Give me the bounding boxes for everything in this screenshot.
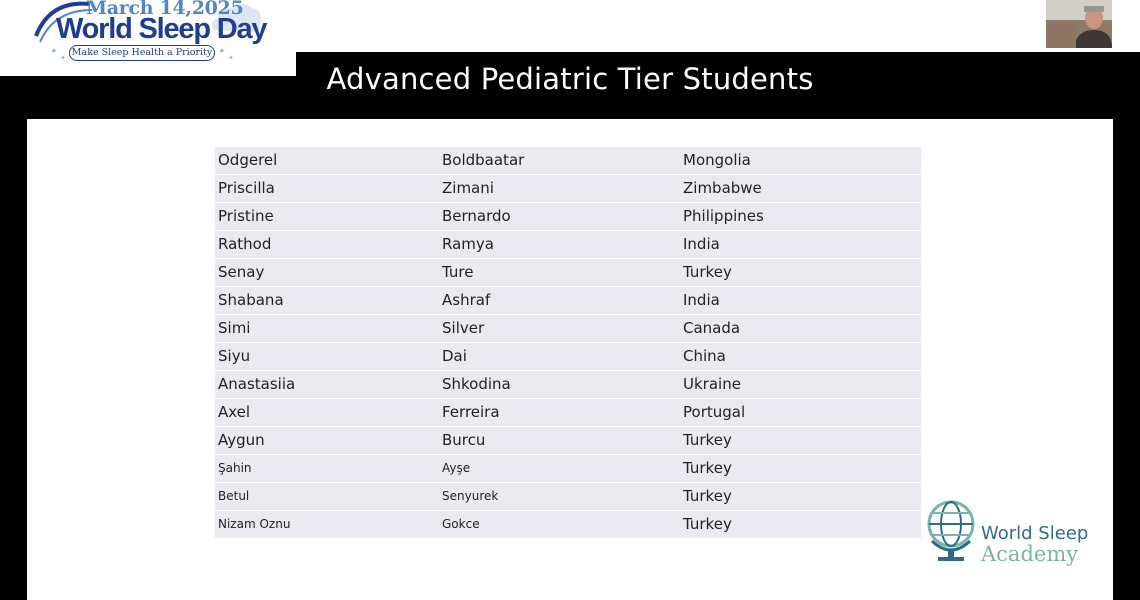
last-name-cell: Bernardo [442, 207, 511, 225]
last-name-cell: Senyurek [442, 489, 499, 503]
first-name-cell: Axel [218, 403, 251, 421]
first-name-cell: Anastasiia [218, 375, 296, 393]
svg-text:✦: ✦ [50, 47, 58, 57]
country-cell: Ukraine [683, 375, 741, 393]
first-name-cell: Nizam Oznu [218, 517, 291, 531]
svg-text:✦: ✦ [228, 54, 234, 62]
last-name-cell: Gokce [442, 517, 480, 531]
first-name-cell: Betul [218, 489, 250, 503]
last-name-cell: Silver [442, 319, 485, 337]
last-name-cell: Ferreira [442, 403, 500, 421]
svg-text:✦: ✦ [218, 47, 226, 57]
country-cell: Canada [683, 319, 741, 337]
last-name-cell: Shkodina [442, 375, 511, 393]
table-row [215, 511, 921, 539]
country-cell: Turkey [683, 431, 732, 449]
first-name-cell: Siyu [218, 347, 251, 365]
academy-line-1: World Sleep [981, 523, 1089, 544]
first-name-cell: Şahin [218, 461, 252, 475]
first-name-cell: Senay [218, 263, 265, 281]
last-name-cell: Ayşe [442, 461, 471, 475]
first-name-cell: Rathod [218, 235, 272, 253]
country-cell: Turkey [683, 459, 732, 477]
table-row [215, 399, 921, 427]
country-cell: Turkey [683, 487, 732, 505]
world-sleep-academy-logo [924, 497, 1104, 567]
country-cell: Turkey [683, 515, 732, 533]
table-row [215, 483, 921, 511]
country-cell: Philippines [683, 207, 764, 225]
table-row [215, 231, 921, 259]
slide-title: Advanced Pediatric Tier Students [326, 62, 814, 96]
first-name-cell: Pristine [218, 207, 274, 225]
country-cell: Portugal [683, 403, 746, 421]
country-cell: India [683, 235, 720, 253]
country-cell: India [683, 291, 720, 309]
svg-text:✦: ✦ [60, 54, 66, 62]
last-name-cell: Dai [442, 347, 467, 365]
first-name-cell: Shabana [218, 291, 284, 309]
stars-decoration-icon [40, 42, 320, 62]
academy-line-2: Academy [981, 542, 1079, 566]
students-table [215, 147, 921, 539]
country-cell: Zimbabwe [683, 179, 762, 197]
table-row [215, 259, 921, 287]
presenter-video-icon [1046, 0, 1112, 48]
table-row [215, 427, 921, 455]
last-name-cell: Zimani [442, 179, 494, 197]
last-name-cell: Ramya [442, 235, 494, 253]
table-row [215, 343, 921, 371]
table-row [215, 203, 921, 231]
globe-icon [924, 497, 978, 563]
first-name-cell: Simi [218, 319, 251, 337]
table-row [215, 371, 921, 399]
academy-name [981, 524, 1088, 564]
last-name-cell: Ashraf [442, 291, 491, 309]
country-cell: Mongolia [683, 151, 751, 169]
first-name-cell: Aygun [218, 431, 265, 449]
first-name-cell: Odgerel [218, 151, 278, 169]
event-title: World Sleep Day [56, 13, 267, 45]
table-row [215, 147, 921, 175]
last-name-cell: Ture [442, 263, 474, 281]
first-name-cell: Priscilla [218, 179, 275, 197]
country-cell: Turkey [683, 263, 732, 281]
country-cell: China [683, 347, 726, 365]
last-name-cell: Burcu [442, 431, 486, 449]
event-tagline: Make Sleep Health a Priority [69, 45, 215, 61]
last-name-cell: Boldbaatar [442, 151, 525, 169]
table-row [215, 455, 921, 483]
table-row [215, 287, 921, 315]
table-row [215, 175, 921, 203]
table-row [215, 315, 921, 343]
event-date: March 14,2025 [86, 0, 244, 19]
speaker-webcam-thumbnail[interactable] [1046, 0, 1112, 48]
